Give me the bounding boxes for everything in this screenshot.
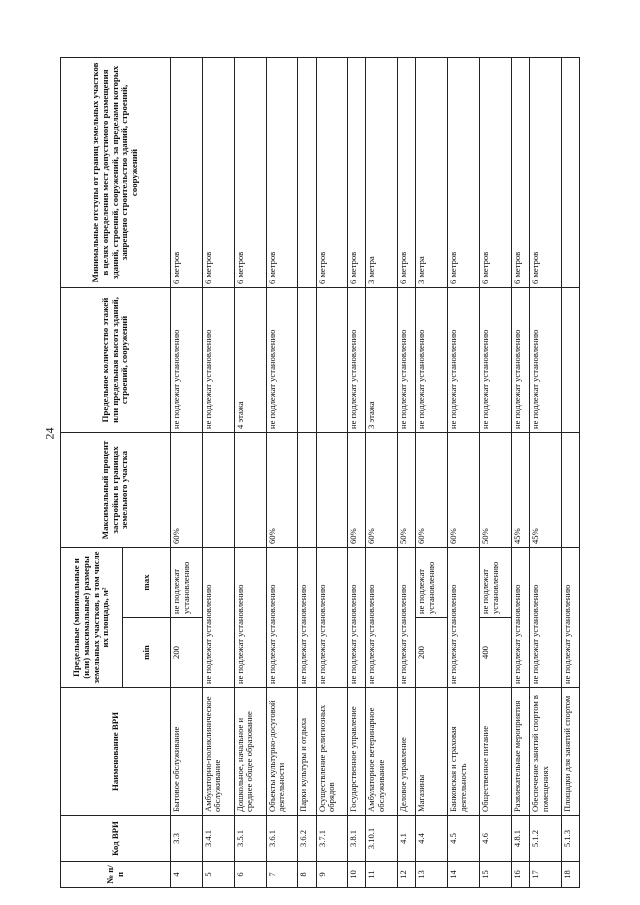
row-name: Обеспечение занятий спортом в помещениях bbox=[530, 688, 562, 816]
row-pct: 45% bbox=[511, 432, 529, 547]
row-max: не подлежат установлению bbox=[480, 547, 512, 617]
row-floors: не подлежат установлению bbox=[398, 287, 416, 432]
row-indent: 6 метров bbox=[266, 57, 298, 287]
row-pct: 60% bbox=[448, 432, 480, 547]
row-indent: 3 метра bbox=[366, 57, 398, 287]
row-name: Площадки для занятий спортом bbox=[561, 688, 579, 816]
page-number: 24 bbox=[42, 427, 57, 440]
row-code: 4.8.1 bbox=[511, 816, 529, 862]
row-code: 4.4 bbox=[416, 816, 448, 862]
table-row bbox=[316, 57, 348, 887]
row-name: Объекты культурно-досуговой деятельности bbox=[266, 688, 298, 816]
table-row bbox=[298, 57, 316, 887]
table-row bbox=[448, 57, 480, 887]
row-pct: 60% bbox=[266, 432, 298, 547]
row-floors: 3 этажа bbox=[366, 287, 398, 432]
row-name: Государственное управление bbox=[348, 688, 366, 816]
row-indent: 6 метров bbox=[348, 57, 366, 287]
row-minmax: не подлежат установлению bbox=[448, 547, 480, 687]
row-name: Амбулаторное ветеринарное обслуживание bbox=[366, 688, 398, 816]
header-num: № п/п bbox=[61, 862, 171, 888]
row-minmax: не подлежат установлению bbox=[316, 547, 348, 687]
row-indent: 6 метров bbox=[171, 57, 203, 287]
row-indent: 3 метра bbox=[416, 57, 448, 287]
row-num: 15 bbox=[480, 862, 512, 888]
row-pct bbox=[234, 432, 266, 547]
row-max: не подлежат установлению bbox=[416, 547, 448, 617]
row-indent: 6 метров bbox=[202, 57, 234, 287]
header-code: Код ВРИ bbox=[61, 816, 171, 862]
row-num: 10 bbox=[348, 862, 366, 888]
row-name: Амбулаторно-поликлиническое обслуживание bbox=[202, 688, 234, 816]
row-indent: 6 метров bbox=[511, 57, 529, 287]
row-code: 5.1.3 bbox=[561, 816, 579, 862]
row-pct: 60% bbox=[171, 432, 203, 547]
header-pct: Максимальный процент застройки в границах земельного участка bbox=[61, 432, 171, 547]
table-row bbox=[530, 57, 562, 887]
row-indent: 6 метров bbox=[234, 57, 266, 287]
row-code: 3.6.2 bbox=[298, 816, 316, 862]
row-floors: не подлежат установлению bbox=[511, 287, 529, 432]
row-pct bbox=[298, 432, 316, 547]
row-indent: 6 метров bbox=[448, 57, 480, 287]
row-num: 14 bbox=[448, 862, 480, 888]
row-code: 3.10.1 bbox=[366, 816, 398, 862]
table-row bbox=[561, 57, 579, 887]
row-minmax: не подлежат установлению bbox=[298, 547, 316, 687]
row-name: Общественное питание bbox=[480, 688, 512, 816]
row-floors: не подлежат установлению bbox=[416, 287, 448, 432]
row-num: 11 bbox=[366, 862, 398, 888]
row-minmax: не подлежат установлению bbox=[348, 547, 366, 687]
row-pct: 60% bbox=[348, 432, 366, 547]
table-row bbox=[171, 57, 203, 887]
row-min: 200 bbox=[416, 618, 448, 688]
row-num: 17 bbox=[530, 862, 562, 888]
row-pct: 50% bbox=[480, 432, 512, 547]
table-row bbox=[511, 57, 529, 887]
row-code: 4.5 bbox=[448, 816, 480, 862]
table-row bbox=[234, 57, 266, 887]
row-code: 3.8.1 bbox=[348, 816, 366, 862]
row-floors: не подлежат установлению bbox=[480, 287, 512, 432]
row-minmax: не подлежат установлению bbox=[511, 547, 529, 687]
row-floors: не подлежат установлению bbox=[266, 287, 298, 432]
header-size: Предельные (минимальные и (или) максимальные) размеры земельных участков, в том числе их площадь, м² bbox=[61, 547, 123, 687]
row-min: 400 bbox=[480, 618, 512, 688]
row-num: 7 bbox=[266, 862, 298, 888]
row-code: 3.5.1 bbox=[234, 816, 266, 862]
row-pct: 60% bbox=[366, 432, 398, 547]
row-indent: 6 метров bbox=[530, 57, 562, 287]
row-num: 4 bbox=[171, 862, 203, 888]
row-indent bbox=[298, 57, 316, 287]
table-row bbox=[416, 57, 448, 887]
header-floors: Предельное количество этажей или предельная высота зданий, строений, сооружений bbox=[61, 287, 171, 432]
row-code: 3.3 bbox=[171, 816, 203, 862]
row-minmax: не подлежат установлению bbox=[234, 547, 266, 687]
row-max: не подлежат установлению bbox=[171, 547, 203, 617]
row-num: 12 bbox=[398, 862, 416, 888]
table-row bbox=[266, 57, 298, 887]
row-num: 9 bbox=[316, 862, 348, 888]
row-name: Дошкольное, начальное и среднее общее образование bbox=[234, 688, 266, 816]
header-name: Наименование ВРИ bbox=[61, 688, 171, 816]
header-max: max bbox=[123, 547, 171, 617]
row-floors bbox=[561, 287, 579, 432]
row-num: 13 bbox=[416, 862, 448, 888]
row-pct: 45% bbox=[530, 432, 562, 547]
row-floors: 4 этажа bbox=[234, 287, 266, 432]
row-minmax: не подлежат установлению bbox=[266, 547, 298, 687]
row-name: Бытовое обслуживание bbox=[171, 688, 203, 816]
row-pct bbox=[202, 432, 234, 547]
row-minmax: не подлежат установлению bbox=[530, 547, 562, 687]
row-name: Магазины bbox=[416, 688, 448, 816]
row-floors: не подлежат установлению bbox=[202, 287, 234, 432]
table-row bbox=[202, 57, 234, 887]
row-pct: 50% bbox=[398, 432, 416, 547]
row-num: 6 bbox=[234, 862, 266, 888]
table-row bbox=[480, 57, 512, 887]
row-floors: не подлежат установлению bbox=[171, 287, 203, 432]
row-minmax: не подлежат установлению bbox=[398, 547, 416, 687]
row-num: 16 bbox=[511, 862, 529, 888]
row-minmax: не подлежат установлению bbox=[561, 547, 579, 687]
row-code: 3.7.1 bbox=[316, 816, 348, 862]
row-code: 4.1 bbox=[398, 816, 416, 862]
row-code: 4.6 bbox=[480, 816, 512, 862]
row-code: 3.4.1 bbox=[202, 816, 234, 862]
row-pct bbox=[316, 432, 348, 547]
row-num: 18 bbox=[561, 862, 579, 888]
row-num: 5 bbox=[202, 862, 234, 888]
regulations-table bbox=[60, 57, 580, 888]
row-name: Развлекательные мероприятия bbox=[511, 688, 529, 816]
header-min: min bbox=[123, 618, 171, 688]
row-minmax: не подлежат установлению bbox=[366, 547, 398, 687]
row-code: 5.1.2 bbox=[530, 816, 562, 862]
rotated-table-container bbox=[60, 58, 580, 888]
header-indent: Минимальные отступы от границ земельных участков в целях определения мест допустимого размещения зданий, строений, сооружений, за пределами которых запрещено строительство зданий, строений, сооружений bbox=[61, 57, 171, 287]
table-row bbox=[366, 57, 398, 887]
row-min: 200 bbox=[171, 618, 203, 688]
row-name: Парки культуры и отдыха bbox=[298, 688, 316, 816]
row-floors: не подлежат установлению bbox=[530, 287, 562, 432]
row-floors bbox=[298, 287, 316, 432]
row-floors bbox=[316, 287, 348, 432]
row-floors: не подлежат установлению bbox=[348, 287, 366, 432]
row-minmax: не подлежат установлению bbox=[202, 547, 234, 687]
row-pct bbox=[561, 432, 579, 547]
row-indent: 6 метров bbox=[316, 57, 348, 287]
row-name: Деловое управление bbox=[398, 688, 416, 816]
row-indent: 6 метров bbox=[480, 57, 512, 287]
row-indent bbox=[561, 57, 579, 287]
table-row bbox=[348, 57, 366, 887]
row-name: Банковская и страховая деятельность bbox=[448, 688, 480, 816]
row-code: 3.6.1 bbox=[266, 816, 298, 862]
row-name: Осуществление религиозных обрядов bbox=[316, 688, 348, 816]
row-pct: 60% bbox=[416, 432, 448, 547]
row-floors: не подлежат установлению bbox=[448, 287, 480, 432]
table-row bbox=[398, 57, 416, 887]
row-indent: 6 метров bbox=[398, 57, 416, 287]
row-num: 8 bbox=[298, 862, 316, 888]
